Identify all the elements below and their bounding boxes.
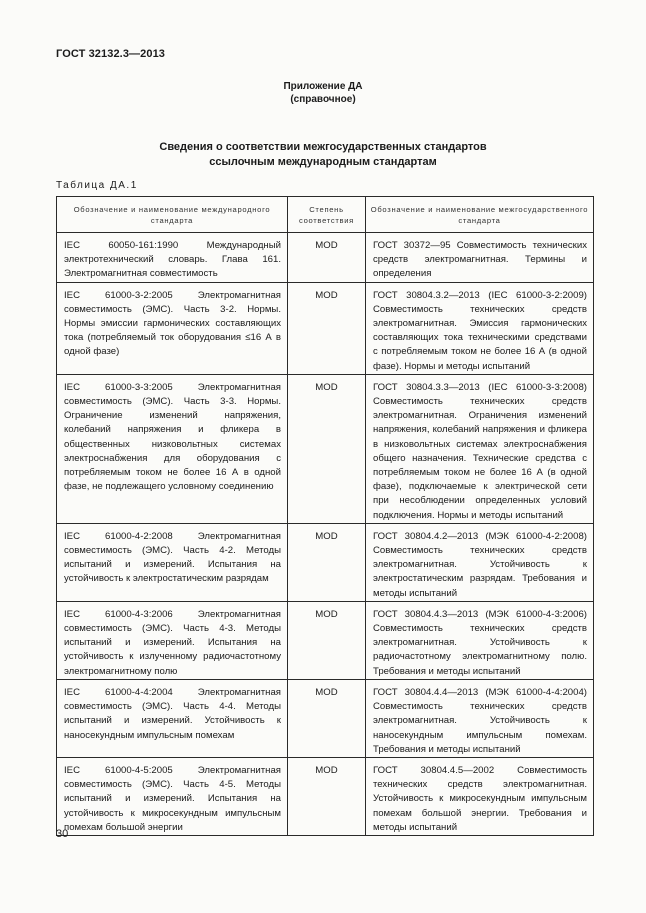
correspondence-table [56, 196, 594, 836]
header-interstate-standard: Обозначение и наименование межгосударственного стандарта [366, 197, 594, 233]
table-row [57, 233, 594, 283]
table-row [57, 374, 594, 523]
degree-cell: MOD [288, 601, 366, 679]
table-row [57, 679, 594, 757]
table-row [57, 523, 594, 601]
section-title-line-1: Сведения о соответствии межгосударственных стандартов [159, 141, 487, 153]
table-row [57, 601, 594, 679]
interstate-standard-cell: ГОСТ 30804.4.3—2013 (МЭК 61000-4-3:2006) Совместимость технических средств электромагнитная. Устойчивость к радиочастотному электромагнитному полю. Требования и методы испытаний [366, 601, 594, 679]
degree-cell: MOD [288, 374, 366, 523]
interstate-standard-cell: ГОСТ 30804.3.2—2013 (IEC 61000-3-2:2009) Совместимость технических средств электромагнитная. Эмиссия гармонических составляющих тока техническими средствами с потребляемым током не более 16 А (в одной фазе). Нормы и методы испытаний [366, 282, 594, 374]
annex-subtitle: (справочное) [290, 94, 356, 105]
table-row [57, 282, 594, 374]
international-standard-cell: IEC 61000-3-2:2005 Электромагнитная совместимость (ЭМС). Часть 3-2. Нормы. Нормы эмиссии гармонических составляющих тока (потребляемый ток оборудования ≤16 А в одной фазе) [57, 282, 288, 374]
table-caption: Таблица ДА.1 [56, 180, 138, 191]
header-international-standard: Обозначение и наименование международного стандарта [57, 197, 288, 233]
page-number: 30 [56, 828, 69, 840]
degree-cell: MOD [288, 757, 366, 835]
interstate-standard-cell: ГОСТ 30804.4.4—2013 (МЭК 61000-4-4:2004) Совместимость технических средств электромагнитная. Устойчивость к наносекундным импульсным помехам. Требования и методы испытаний [366, 679, 594, 757]
interstate-standard-cell: ГОСТ 30804.4.5—2002 Совместимость технических средств электромагнитная. Устойчивость к микросекундным импульсным помехам большой энергии. Требования и методы испытаний [366, 757, 594, 835]
degree-cell: MOD [288, 523, 366, 601]
interstate-standard-cell: ГОСТ 30804.3.3—2013 (IEC 61000-3-3:2008) Совместимость технических средств электромагнитная. Ограничения изменений напряжения, колебаний напряжения и фликера в низковольтных системах электроснабжения общего назначения. Технические средства с потребляемым током не более 16 А (в одной фазе), подключаемые к электрической сети при несоблюдении определенных условий подключения. Нормы и методы испытаний [366, 374, 594, 523]
international-standard-cell: IEC 61000-4-4:2004 Электромагнитная совместимость (ЭМС). Часть 4-4. Методы испытаний и измерений. Устойчивость к наносекундным импульсным помехам [57, 679, 288, 757]
annex-title: Приложение ДА [283, 81, 363, 92]
header-degree-of-correspondence: Степень соответствия [288, 197, 366, 233]
international-standard-cell: IEC 61000-4-5:2005 Электромагнитная совместимость (ЭМС). Часть 4-5. Методы испытаний и измерений. Испытания на устойчивость к микросекундным импульсным помехам большой энергии [57, 757, 288, 835]
section-title [0, 140, 646, 170]
section-title-line-2: ссылочным международным стандартам [209, 156, 437, 168]
annex-heading [0, 80, 646, 106]
degree-cell: MOD [288, 233, 366, 283]
table-header-row [57, 197, 594, 233]
international-standard-cell: IEC 61000-4-3:2006 Электромагнитная совместимость (ЭМС). Часть 4-3. Методы испытаний и измерений. Испытания на устойчивость к излученному радиочастотному электромагнитному полю [57, 601, 288, 679]
degree-cell: MOD [288, 282, 366, 374]
table-row [57, 757, 594, 835]
interstate-standard-cell: ГОСТ 30372—95 Совместимость технических средств электромагнитная. Термины и определения [366, 233, 594, 283]
international-standard-cell: IEC 61000-4-2:2008 Электромагнитная совместимость (ЭМС). Часть 4-2. Методы испытаний и измерений. Испытания на устойчивость к электростатическим разрядам [57, 523, 288, 601]
document-id-header: ГОСТ 32132.3—2013 [56, 48, 166, 60]
international-standard-cell: IEC 61000-3-3:2005 Электромагнитная совместимость (ЭМС). Часть 3-3. Нормы. Ограничение изменений напряжения, колебаний напряжения и фликера в общественных низковольтных системах электроснабжения для оборудования с потребляемым током не более 16 А в одной фазе, не подлежащего условному соединению [57, 374, 288, 523]
international-standard-cell: IEC 60050-161:1990 Международный электротехнический словарь. Глава 161. Электромагнитная совместимость [57, 233, 288, 283]
interstate-standard-cell: ГОСТ 30804.4.2—2013 (МЭК 61000-4-2:2008) Совместимость технических средств электромагнитная. Устойчивость к электростатическим разрядам. Требования и методы испытаний [366, 523, 594, 601]
degree-cell: MOD [288, 679, 366, 757]
